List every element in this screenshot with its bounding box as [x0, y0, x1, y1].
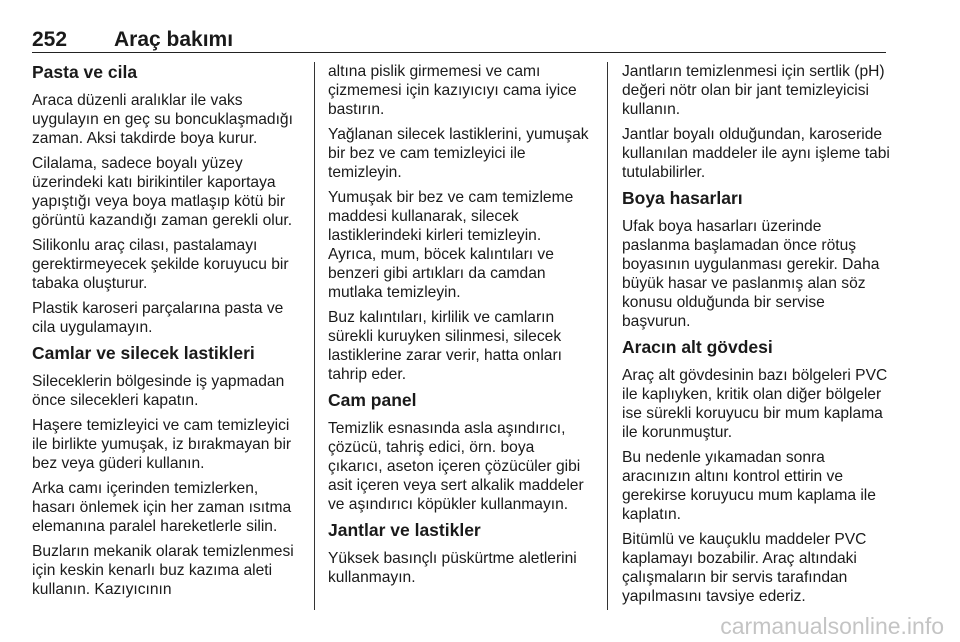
section-heading-alt-govde: Aracın alt gövdesi	[622, 337, 773, 357]
section-heading-boya: Boya hasarları	[622, 188, 743, 208]
column-divider	[314, 62, 315, 610]
paragraph: Cilalama, sadece boyalı yüzey üzerindeki katı birikintiler kaportaya yapıştığı veya boya matlaşıp kötü bir görüntü kazandığı zaman gerekli olur.	[32, 155, 293, 229]
paragraph: Araca düzenli aralıklar ile vaks uygulayın en geç su boncuklaşmadığı zaman. Aksi takdirde boya kurur.	[32, 92, 293, 147]
paragraph: altına pislik girmemesi ve camı çizmemesi için kazıyıcıyı cama iyice bastırın.	[328, 63, 577, 118]
chapter-title: Araç bakımı	[114, 28, 234, 51]
paragraph: Araç alt gövdesinin bazı bölgeleri PVC ile kaplıyken, kritik olan diğer bölgeler ise sürekli koruyucu bir mum kaplama ile korunmuştur.	[622, 367, 888, 441]
paragraph: Temizlik esnasında asla aşındırıcı, çözücü, tahriş edici, örn. boya çıkarıcı, aseton içeren çözücüler gibi asit içeren veya sert alkalik maddeler ve aşındırıcı köpükler kullanmayın.	[328, 420, 584, 513]
paragraph: Ufak boya hasarları üzerinde paslanma başlamadan önce rötuş boyasının uygulanması gerekir. Daha büyük hasar ve paslanmış alan söz konusu olduğunda bir servise başvurun.	[622, 218, 880, 330]
paragraph: Buzların mekanik olarak temizlenmesi için keskin kenarlı buz kazıma aleti kullanın. Kazıyıcının	[32, 543, 294, 598]
paragraph: Jantlar boyalı olduğundan, karoseride kullanılan maddeler ile aynı işleme tabi tutulabilirler.	[622, 126, 890, 181]
paragraph: Haşere temizleyici ve cam temizleyici ile birlikte yumuşak, iz bırakmayan bir bez veya güderi kullanın.	[32, 417, 292, 472]
paragraph: Sileceklerin bölgesinde iş yapmadan önce silecekleri kapatın.	[32, 373, 285, 409]
column-3	[622, 62, 892, 612]
page-header	[32, 28, 886, 53]
watermark: carmanualsonline.info	[720, 613, 944, 639]
section-heading-cam-panel: Cam panel	[328, 390, 417, 410]
section-heading-camlar: Camlar ve silecek lastikleri	[32, 343, 255, 363]
page-number: 252	[32, 28, 68, 51]
section-heading-jantlar: Jantlar ve lastikler	[328, 520, 481, 540]
paragraph: Silikonlu araç cilası, pastalamayı gerektirmeyecek şekilde koruyucu bir tabaka oluşturur.	[32, 237, 289, 292]
paragraph: Jantların temizlenmesi için sertlik (pH) değeri nötr olan bir jant temizleyicisi kullanın.	[622, 63, 885, 118]
paragraph: Yüksek basınçlı püskürtme aletlerini kullanmayın.	[328, 550, 577, 586]
paragraph: Yumuşak bir bez ve cam temizleme maddesi kullanarak, silecek lastiklerindeki kirleri temizleyin. Ayrıca, mum, böcek kalıntıları ve benzeri gibi artıkları da camdan mutlaka temizleyin.	[328, 189, 574, 301]
column-2	[328, 62, 592, 593]
section-heading-pasta: Pasta ve cila	[32, 62, 138, 82]
column-divider	[607, 62, 608, 610]
column-1	[32, 62, 302, 605]
paragraph: Yağlanan silecek lastiklerini, yumuşak bir bez ve cam temizleyici ile temizleyin.	[328, 126, 589, 181]
paragraph: Arka camı içerinden temizlerken, hasarı önlemek için her zaman ısıtma elemanına paralel hareketlerle silin.	[32, 480, 292, 535]
paragraph: Bitümlü ve kauçuklu maddeler PVC kaplamayı bozabilir. Araç altındaki çalışmaların bir servis tarafından yapılmasını tavsiye ederiz.	[622, 531, 867, 605]
paragraph: Bu nedenle yıkamadan sonra aracınızın altını kontrol ettirin ve gerekirse koruyucu mum kaplama ile kaplatın.	[622, 449, 876, 523]
paragraph: Buz kalıntıları, kirlilik ve camların sürekli kuruyken silinmesi, silecek lastiklerine zarar verir, hatta onları tahrip eder.	[328, 309, 563, 383]
paragraph: Plastik karoseri parçalarına pasta ve cila uygulamayın.	[32, 300, 284, 336]
